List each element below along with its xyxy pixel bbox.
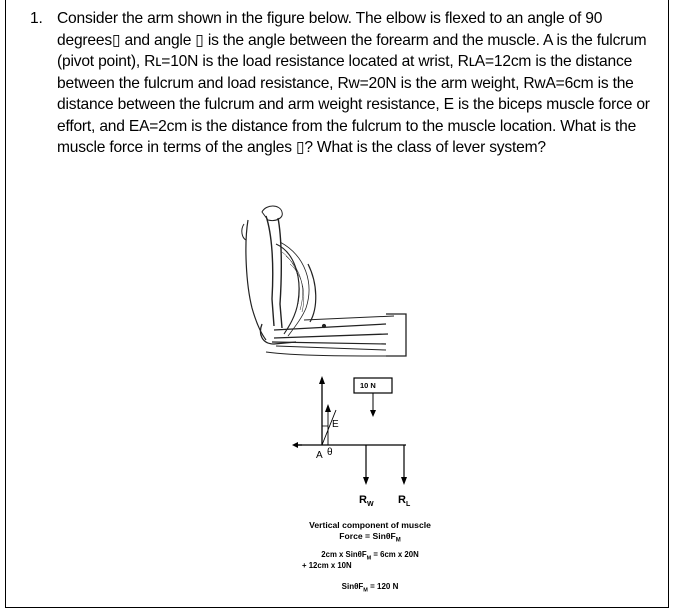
caption-line-2: Force = SinθF$_M$ [339,531,401,544]
load-box-label: 10 N [360,381,376,390]
muscle-force-arrow [319,376,325,384]
result-line: SinθF$_M$ = 120 N [341,582,399,594]
question-number: 1. [30,10,43,27]
question-block [32,8,652,159]
label-rw: $R_W$ [359,494,374,509]
arm-illustration [242,206,406,356]
caption-line-1: Vertical component of muscle [309,520,431,530]
load-arrow-head [370,410,376,417]
label-e: E [332,419,339,430]
question-text: Consider the arm shown in the figure below. The elbow is flexed to an angle of 90 degrees▯ and angle ▯ is the angle between the forearm and the muscle. A is the fulcrum (pivot point), Rʟ=10N is the load resistance located at wrist, RʟA=12cm is the distance between the fulcrum and load resistance, Rw=20N is the arm weight, RwA=6cm is the distance between the fulcrum and arm weight resistance, E is the biceps muscle force or effort, and EA=2cm is the distance from the fulcrum to the muscle location. What is the muscle force in terms of the angles ▯? What is the class of lever system? [57,10,650,156]
equation-line-2: + 12cm x 10N [302,561,352,570]
label-rl: $R_L$ [398,494,411,509]
equation-line-1: 2cm x SinθF$_M$ = 6cm x 20N [321,550,419,562]
label-a: A [316,450,323,461]
label-theta: θ [327,447,333,458]
rl-arrow-head [401,477,407,485]
rw-arrow-head [363,477,369,485]
lever-figure [236,204,456,599]
fulcrum-force-arrow [292,442,298,448]
